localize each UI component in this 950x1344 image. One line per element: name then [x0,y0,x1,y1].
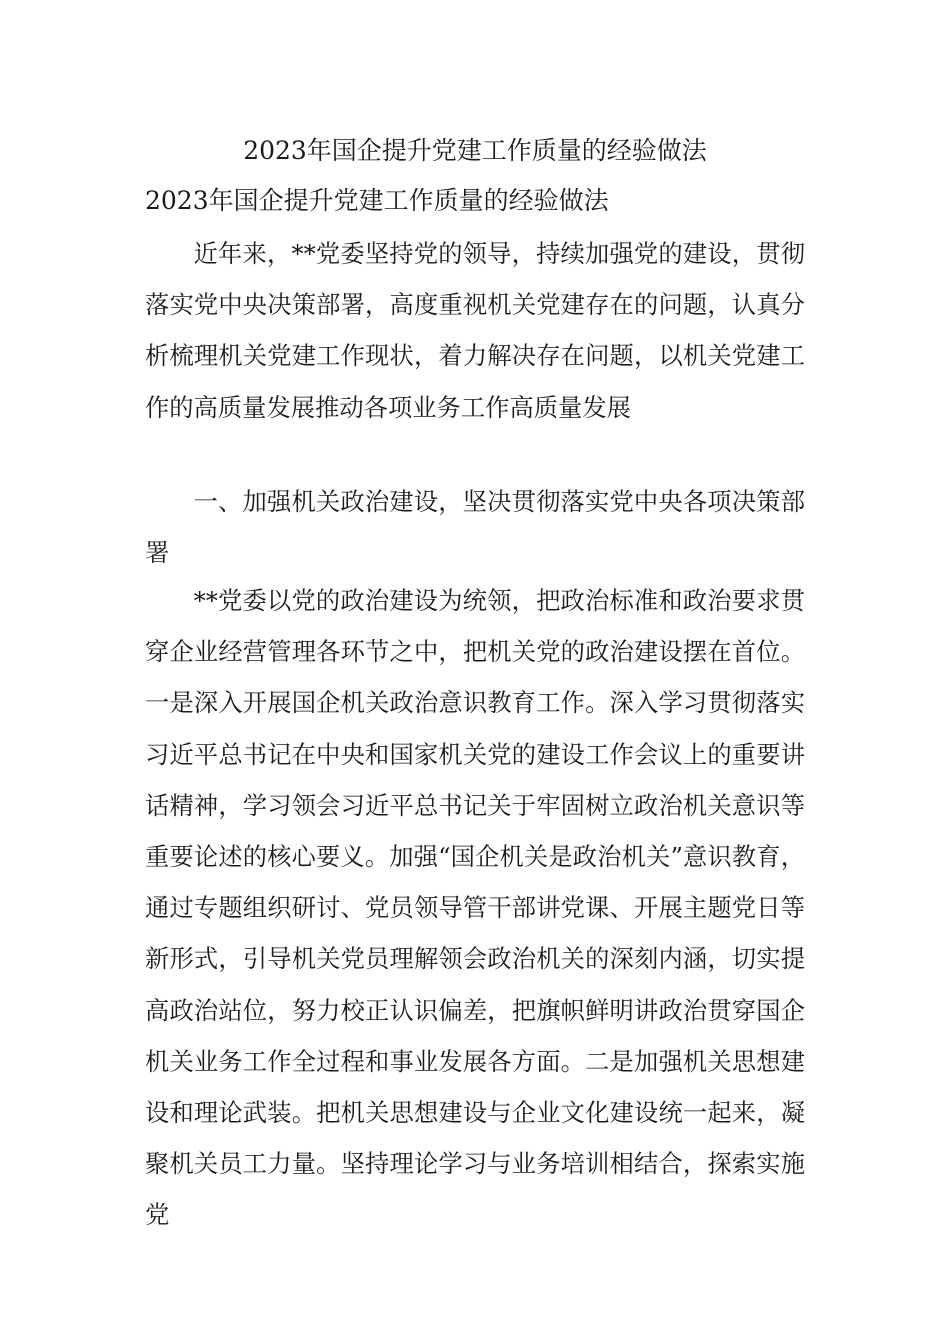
intro-paragraph: 近年来，**党委坚持党的领导，持续加强党的建设，贯彻落实党中央决策部署，高度重视机关党建存在的问题，认真分析梳理机关党建工作现状，着力解决存在问题，以机关党建工作的高质量发展推动各项业务工作高质量发展 [145,239,805,422]
section-heading: 一、加强机关政治建设，坚决贯彻落实党中央各项决策部署 [145,487,805,568]
document-subtitle: 2023年国企提升党建工作质量的经验做法 [145,186,609,215]
body-paragraph: **党委以党的政治建设为统领，把政治标准和政治要求贯穿企业经营管理各环节之中，把机关党的政治建设摆在首位。一是深入开展国企机关政治意识教育工作。深入学习贯彻落实习近平总书记在中央和国家机关党的建设工作会议上的重要讲话精神，学习领会习近平总书记关于牢固树立政治机关意识等重要论述的核心要义。加强“国企机关是政治机关”意识教育，通过专题组织研讨、党员领导管干部讲党课、开展主题党日等新形式，引导机关党员理解领会政治机关的深刻内涵，切实提高政治站位，努力校正认识偏差，把旗帜鲜明讲政治贯穿国企机关业务工作全过程和事业发展各方面。二是加强机关思想建设和理论武装。把机关思想建设与企业文化建设统一起来，凝聚机关员工力量。坚持理论学习与业务培训相结合，探索实施党 [145,586,805,1230]
document-title: 2023年国企提升党建工作质量的经验做法 [243,136,707,165]
